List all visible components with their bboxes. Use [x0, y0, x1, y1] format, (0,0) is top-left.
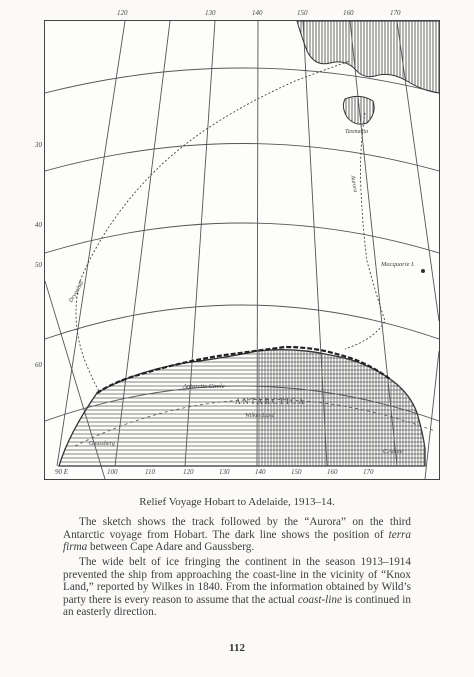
- lat-label-left: 30: [35, 141, 42, 149]
- lat-label-left: 50: [35, 261, 42, 269]
- track-label-west: Drygalski: [68, 280, 86, 304]
- macquarie-label: Macquarie I.: [381, 261, 415, 268]
- lat-label-left: 40: [35, 221, 42, 229]
- paragraph-2-text: The wide belt of ice fringing the continent in the season 1913–1914 prevented the ship from approaching the coast-line in the vicinity of “Knox Land,” reported by Wilkes in 1840. From the information obtained by Wild’s party there is every reason to assume that the actual: [63, 556, 411, 606]
- ship-track: [80, 61, 385, 349]
- track-label-east: Aurora: [349, 175, 359, 193]
- lon-label-top: 120: [117, 9, 128, 17]
- lon-label-bottom: 100: [107, 468, 118, 476]
- lon-label-top: 160: [343, 9, 354, 17]
- lon-label-bottom: 120: [183, 468, 194, 476]
- tasmania-label: Tasmania: [345, 129, 369, 135]
- lon-label-bottom: 150: [291, 468, 302, 476]
- lat-label-left: 60: [35, 361, 42, 369]
- paragraph-2-italic: coast-line: [297, 593, 342, 606]
- lon-label-bottom: 110: [145, 468, 155, 476]
- lon-label-top: 130: [205, 9, 216, 17]
- cape-adare-label: C.Adare: [383, 449, 403, 455]
- lon-label-top: 140: [252, 9, 263, 17]
- paragraph-1: [63, 516, 411, 554]
- lon-label-bottom: 140: [255, 468, 266, 476]
- figure-caption: Relief Voyage Hobart to Adelaide, 1913–14.: [139, 496, 335, 508]
- map-figure: [35, 9, 440, 480]
- ship-track-west: [76, 281, 100, 393]
- wilkes-land-label: Wilkes Land: [245, 413, 275, 419]
- paragraph-2: [63, 556, 411, 619]
- map-svg: [45, 21, 439, 479]
- lon-label-top: 170: [390, 9, 401, 17]
- paragraph-1-text-end: between Cape Adare and Gaussberg.: [87, 541, 255, 554]
- lon-label-bottom: 90 E: [55, 468, 69, 476]
- australia-landmass: [297, 21, 439, 93]
- lon-label-top: 150: [297, 9, 308, 17]
- lon-label-bottom: 160: [327, 468, 338, 476]
- paragraph-2-text-end: is continued in an easterly direction.: [63, 593, 412, 619]
- gaussberg-label: Gaussberg: [89, 441, 115, 447]
- paragraph-1-text: The sketch shows the track followed by the “Aurora” on the third Antarctic voyage from Hobart. The dark line shows the position of: [63, 516, 411, 541]
- antarctic-circle-label: Antarctic Circle: [183, 383, 225, 390]
- lon-label-bottom: 170: [363, 468, 374, 476]
- macquarie-island-marker: [421, 269, 425, 273]
- antarctica-label: ANTARCTICA: [235, 397, 306, 406]
- lon-label-bottom: 130: [219, 468, 230, 476]
- paragraph-1-italic: terra firma: [63, 528, 411, 554]
- page-number: 112: [229, 642, 245, 654]
- tasmania-island: [343, 96, 374, 124]
